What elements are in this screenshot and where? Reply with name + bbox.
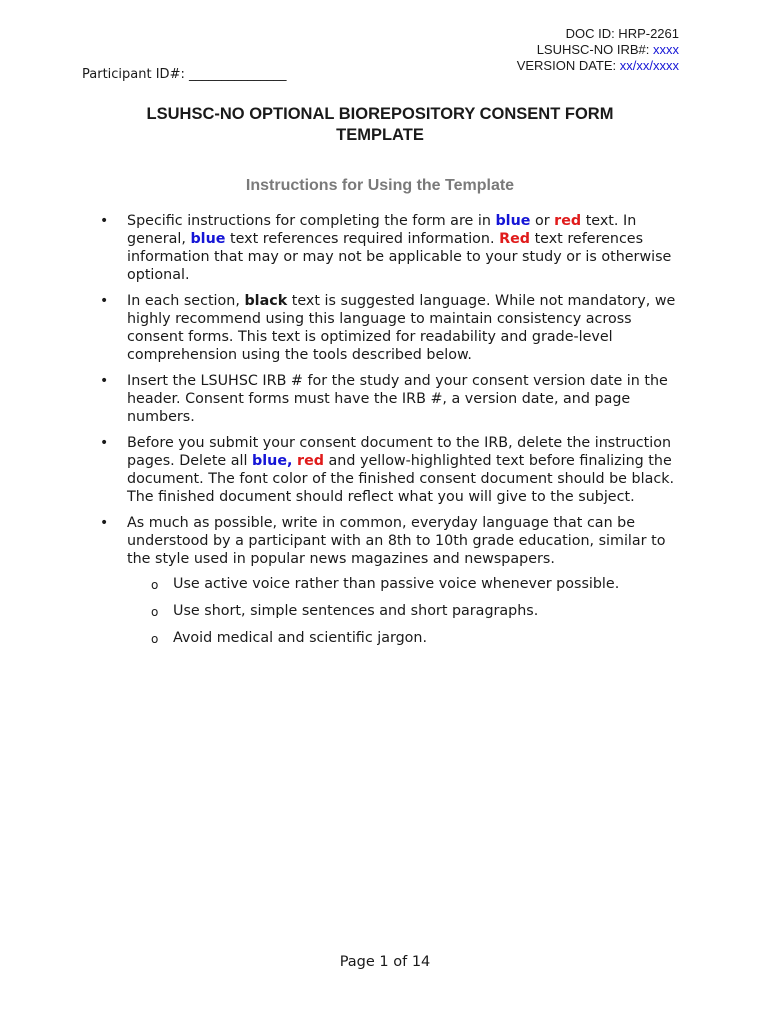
bullet-icon: • — [100, 515, 109, 531]
bullet-icon: • — [100, 213, 109, 229]
list-item: • Insert the LSUHSC IRB # for the study and your consent version date in the header. Consent forms must have the IRB #, a version date, and page numbers. — [100, 373, 668, 425]
irb-label: LSUHSC-NO IRB#: — [536, 42, 653, 57]
participant-id-field: Participant ID#: _______________ — [82, 67, 287, 82]
version-value: xx/xx/xxxx — [619, 58, 679, 73]
bullet-icon: • — [100, 435, 109, 451]
list-item: • As much as possible, write in common, everyday language that can be understood by a participant with an 8th to 10th grade education, similar to the style used in popular news magazines and newspapers. o Use active voice rather than passive voice whenever possible. o Use short, simple sentences and short paragraphs. o Avoid medical and scientific jargon. — [100, 514, 690, 647]
title-line-1: LSUHSC-NO OPTIONAL BIOREPOSITORY CONSENT FORM — [146, 105, 614, 123]
list-item: • Specific instructions for completing the form are in blue or red text. In general, blue text references required information. Red text references information that may or may not be applicable to your study or is otherwise optional. — [100, 213, 672, 283]
circle-bullet-icon: o — [151, 632, 159, 646]
section-heading: Instructions for Using the Template — [245, 177, 515, 194]
version-label: VERSION DATE: — [516, 58, 620, 73]
irb-number — [517, 42, 679, 58]
irb-value: xxxx — [653, 42, 679, 57]
version-date — [517, 58, 679, 74]
list-item: • In each section, black text is suggested language. While not mandatory, we highly recommend using this language to maintain consistency across consent forms. This text is optimized for readability and grade-level comprehension using the tools described below. — [100, 293, 676, 363]
bullet-icon: • — [100, 293, 109, 309]
bullet-icon: • — [100, 373, 109, 389]
title-line-2: TEMPLATE — [336, 126, 424, 144]
sub-list-item: o Avoid medical and scientific jargon. — [151, 630, 428, 646]
circle-bullet-icon: o — [151, 578, 159, 592]
page-title — [90, 104, 670, 146]
list-item: • Before you submit your consent document to the IRB, delete the instruction pages. Delete all blue, red and yellow-highlighted text before finalizing the document. The font color of the finished consent document should be black. The finished document should reflect what you will give to the subject. — [100, 435, 675, 505]
sub-list-item: o Use short, simple sentences and short paragraphs. — [151, 603, 539, 619]
plain-language-sublist — [127, 575, 690, 647]
page-number: Page 1 of 14 — [339, 954, 431, 970]
instruction-list — [100, 212, 690, 656]
sub-list-item: o Use active voice rather than passive voice whenever possible. — [151, 576, 620, 592]
doc-id: DOC ID: HRP-2261 — [565, 26, 679, 41]
circle-bullet-icon: o — [151, 605, 159, 619]
document-header — [517, 26, 679, 74]
